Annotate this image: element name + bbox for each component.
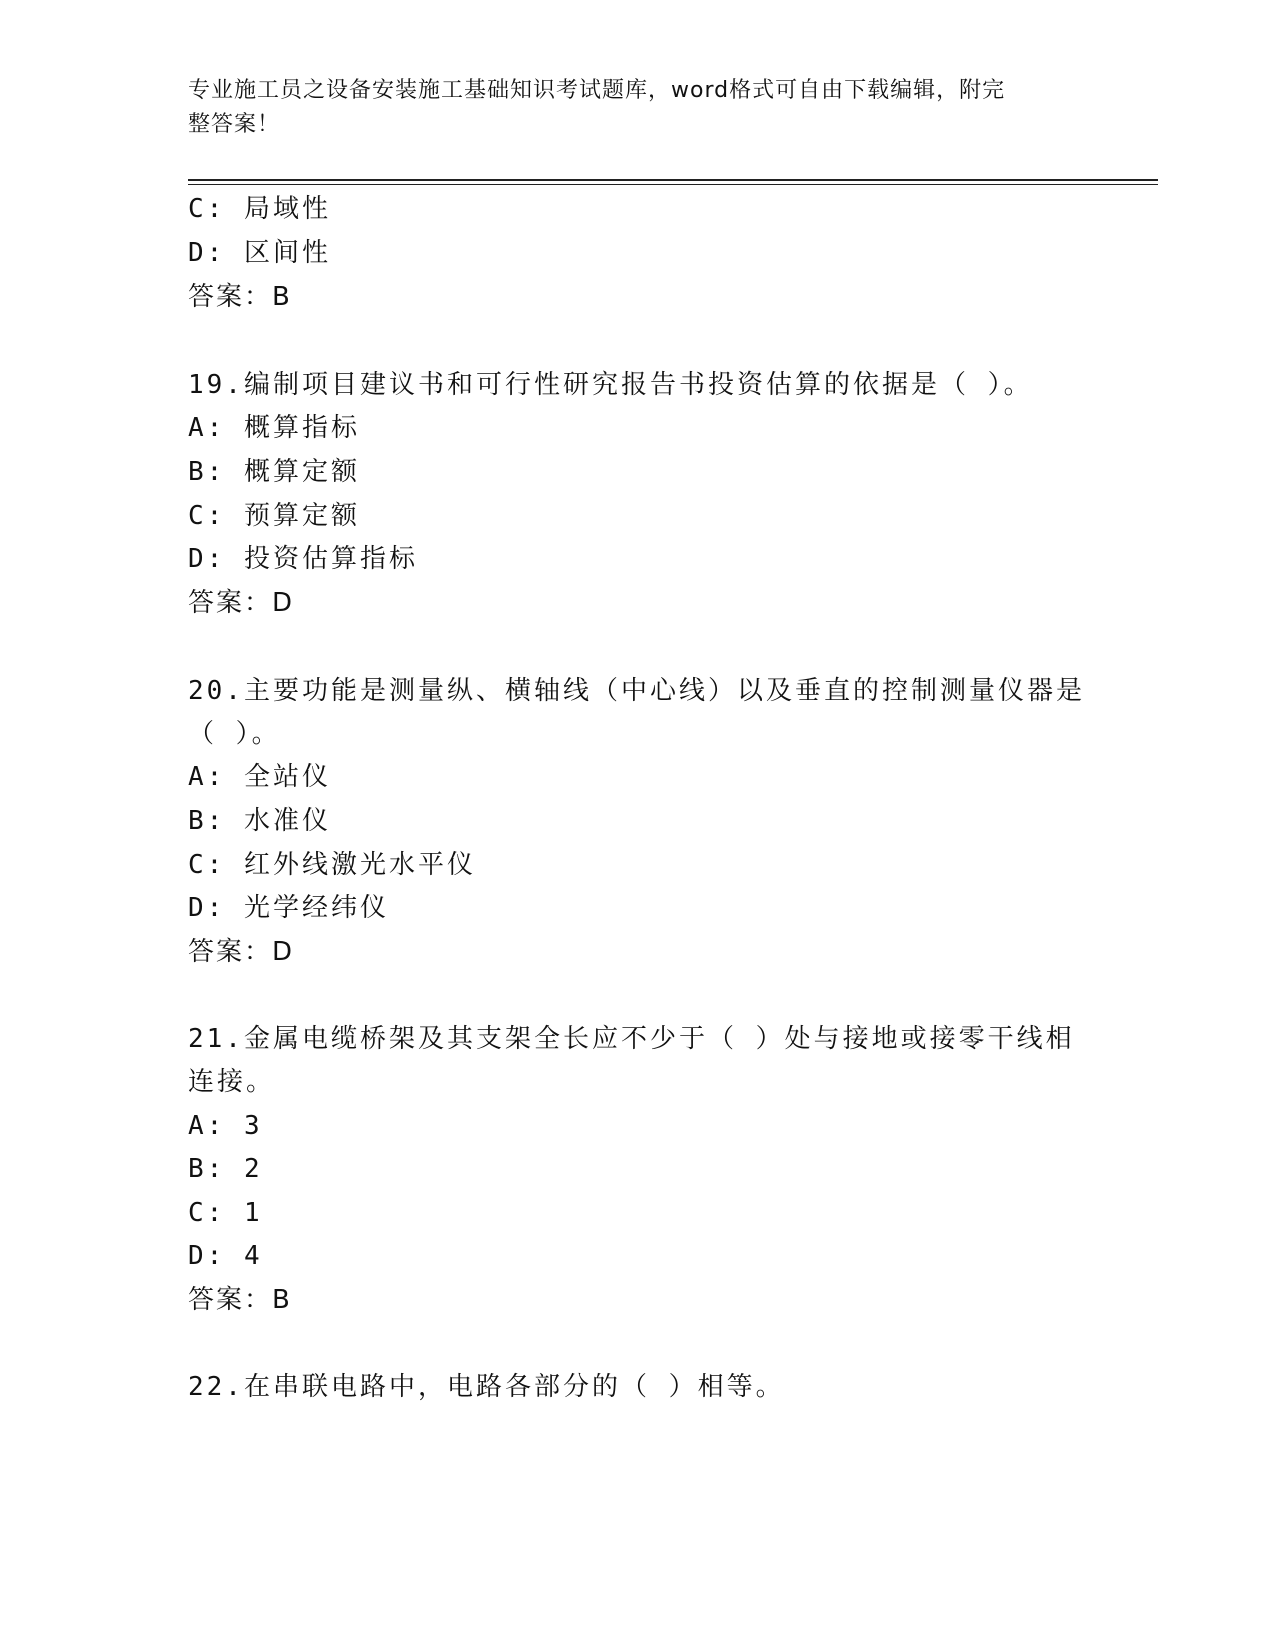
question-20-answer: 答案：D (188, 937, 295, 967)
question-21-stem-line-2: 连接。 (188, 1067, 276, 1097)
question-19-option-c: C: 预算定额 (188, 501, 360, 531)
header-line-1: 专业施工员之设备安装施工基础知识考试题库，word格式可自由下载编辑，附完 (188, 78, 1006, 103)
document-header (188, 74, 1068, 142)
question-21-option-b: B: 2 (188, 1154, 263, 1184)
question-20-option-c: C: 红外线激光水平仪 (188, 850, 476, 880)
question-20-option-a: A: 全站仪 (188, 762, 331, 792)
question-20-option-d: D: 光学经纬仪 (188, 893, 389, 923)
header-divider-thin (188, 184, 1158, 185)
header-line-2: 整答案！ (188, 112, 281, 137)
question-21-option-a: A: 3 (188, 1111, 263, 1141)
question-20-option-b: B: 水准仪 (188, 806, 331, 836)
question-20-stem-line-2: （ ）。 (188, 719, 281, 749)
question-21-option-d: D: 4 (188, 1241, 263, 1271)
question-21-stem-line-1: 21.金属电缆桥架及其支架全长应不少于（ ）处与接地或接零干线相 (188, 1024, 1075, 1054)
question-22-stem: 22.在串联电路中，电路各部分的（ ）相等。 (188, 1372, 785, 1402)
question-19-option-a: A: 概算指标 (188, 413, 360, 443)
header-divider-thick (188, 179, 1158, 181)
prev-option-d: D: 区间性 (188, 238, 331, 268)
question-20-stem-line-1: 20.主要功能是测量纵、横轴线（中心线）以及垂直的控制测量仪器是 (188, 676, 1085, 706)
prev-answer: 答案：B (188, 282, 292, 312)
question-19-option-b: B: 概算定额 (188, 457, 360, 487)
question-19-stem: 19.编制项目建议书和可行性研究报告书投资估算的依据是（ ）。 (188, 370, 1033, 400)
question-19-option-d: D: 投资估算指标 (188, 544, 418, 574)
question-19-answer: 答案：D (188, 588, 295, 618)
prev-option-c: C: 局域性 (188, 194, 331, 224)
question-21-option-c: C: 1 (188, 1198, 263, 1228)
question-21-answer: 答案：B (188, 1285, 292, 1315)
